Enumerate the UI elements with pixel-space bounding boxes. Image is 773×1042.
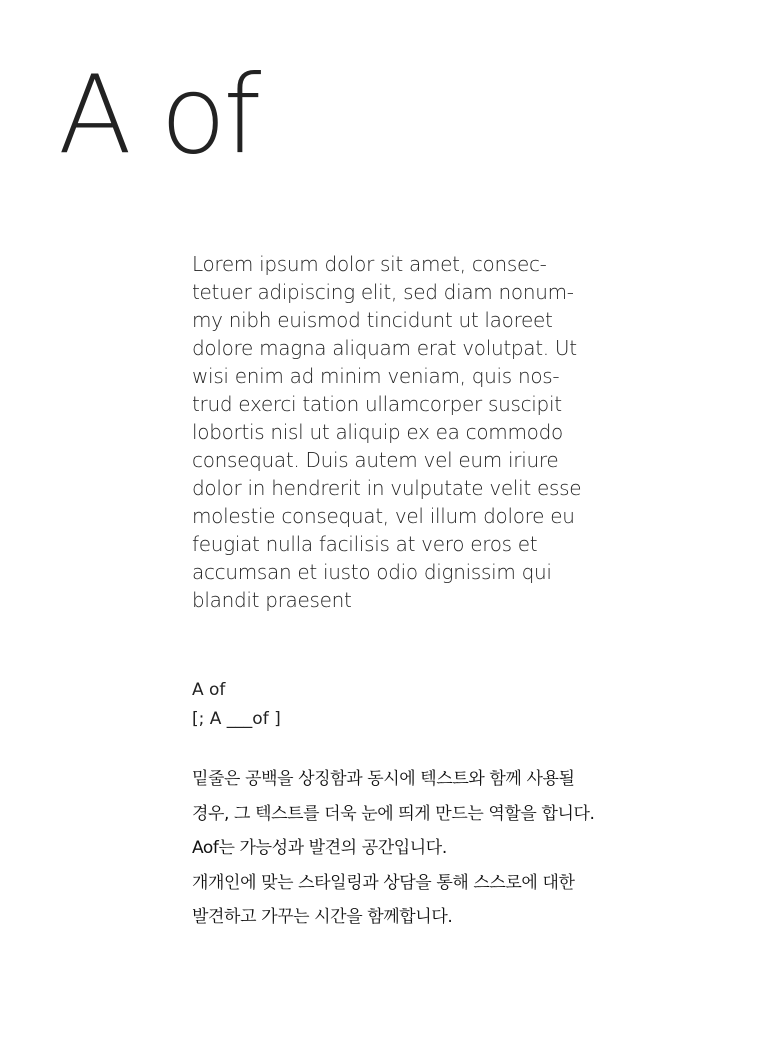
description-line: 개개인에 맞는 스타일링과 상담을 통해 스스로에 대한: [192, 872, 575, 893]
paragraph-line: dolore magna aliquam erat volutpat. Ut: [192, 336, 577, 360]
description-line: 경우, 그 텍스트를 더욱 눈에 띄게 만드는 역할을 합니다.: [192, 803, 595, 824]
paragraph-line: trud exerci tation ullamcorper suscipit: [192, 392, 562, 416]
paragraph-line: dolor in hendrerit in vulputate velit esse: [192, 476, 582, 500]
paragraph-line: Lorem ipsum dolor sit amet, consec-: [192, 252, 547, 276]
paragraph-line: lobortis nisl ut aliquip ex ea commodo: [192, 420, 563, 444]
paragraph-line: my nibh euismod tincidunt ut laoreet: [192, 308, 553, 332]
description-line: 밑줄은 공백을 상징함과 동시에 텍스트와 함께 사용될: [192, 769, 575, 789]
paragraph-line: blandit praesent: [192, 588, 352, 612]
paragraph-line: molestie consequat, vel illum dolore eu: [192, 504, 575, 528]
brand-name: A of: [192, 680, 226, 700]
brand-meta: [192, 676, 281, 734]
description-line: 발견하고 가꾸는 시간을 함께합니다.: [192, 907, 453, 927]
brand-notation: [; A ___of ]: [192, 709, 281, 729]
description-line: Aof는 가능성과 발견의 공간입니다.: [192, 838, 447, 858]
paragraph-line: feugiat nulla facilisis at vero eros et: [192, 532, 538, 556]
korean-description: [192, 762, 595, 935]
paragraph-line: accumsan et iusto odio dignissim qui: [192, 560, 552, 584]
paragraph-line: consequat. Duis autem vel eum iriure: [192, 448, 559, 472]
paragraph-line: wisi enim ad minim veniam, quis nos-: [192, 364, 560, 388]
brand-logo-text: A of: [58, 53, 259, 178]
paragraph-line: tetuer adipiscing elit, sed diam nonum-: [192, 280, 574, 304]
lorem-paragraph: [192, 250, 582, 614]
